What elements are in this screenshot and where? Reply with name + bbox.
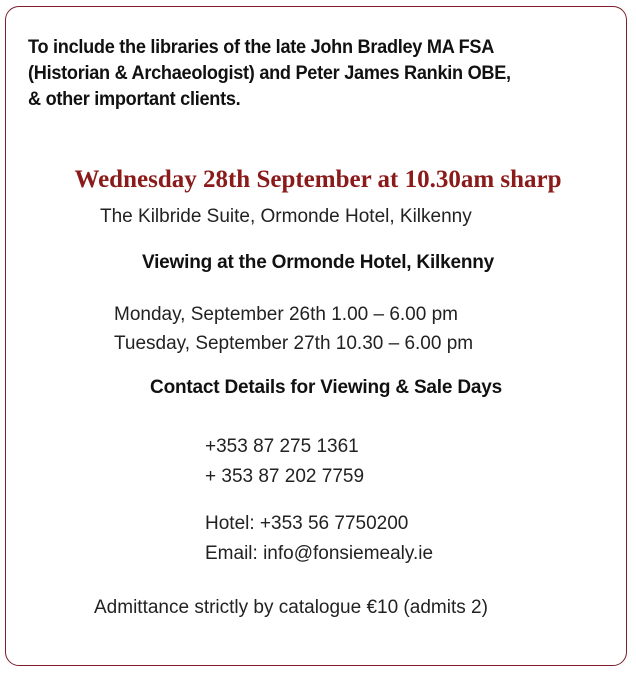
contact-heading: Contact Details for Viewing & Sale Days <box>150 377 502 398</box>
viewing-times <box>114 300 473 358</box>
viewing-heading: Viewing at the Ormonde Hotel, Kilkenny <box>141 252 495 273</box>
hotel-email-block <box>205 509 433 569</box>
phone-number-2: + 353 87 202 7759 <box>205 466 365 487</box>
admittance-note: Admittance strictly by catalogue €10 (admits 2) <box>94 597 488 618</box>
email-address: Email: info@fonsiemealy.ie <box>205 543 434 564</box>
intro-text <box>28 34 577 112</box>
phone-number-1: +353 87 275 1361 <box>205 436 359 457</box>
intro-line-1: To include the libraries of the late John Bradley MA FSA <box>28 36 495 58</box>
intro-line-2: (Historian & Archaeologist) and Peter James Rankin OBE, <box>28 62 511 84</box>
hotel-phone: Hotel: +353 56 7750200 <box>205 513 409 534</box>
sale-date-heading: Wednesday 28th September at 10.30am sharp <box>74 166 562 193</box>
viewing-time-monday: Monday, September 26th 1.00 – 6.00 pm <box>114 304 458 325</box>
phone-numbers <box>205 432 364 492</box>
sale-venue: The Kilbride Suite, Ormonde Hotel, Kilkenny <box>100 206 472 227</box>
viewing-time-tuesday: Tuesday, September 27th 10.30 – 6.00 pm <box>114 333 474 354</box>
intro-line-3: & other important clients. <box>28 88 241 110</box>
